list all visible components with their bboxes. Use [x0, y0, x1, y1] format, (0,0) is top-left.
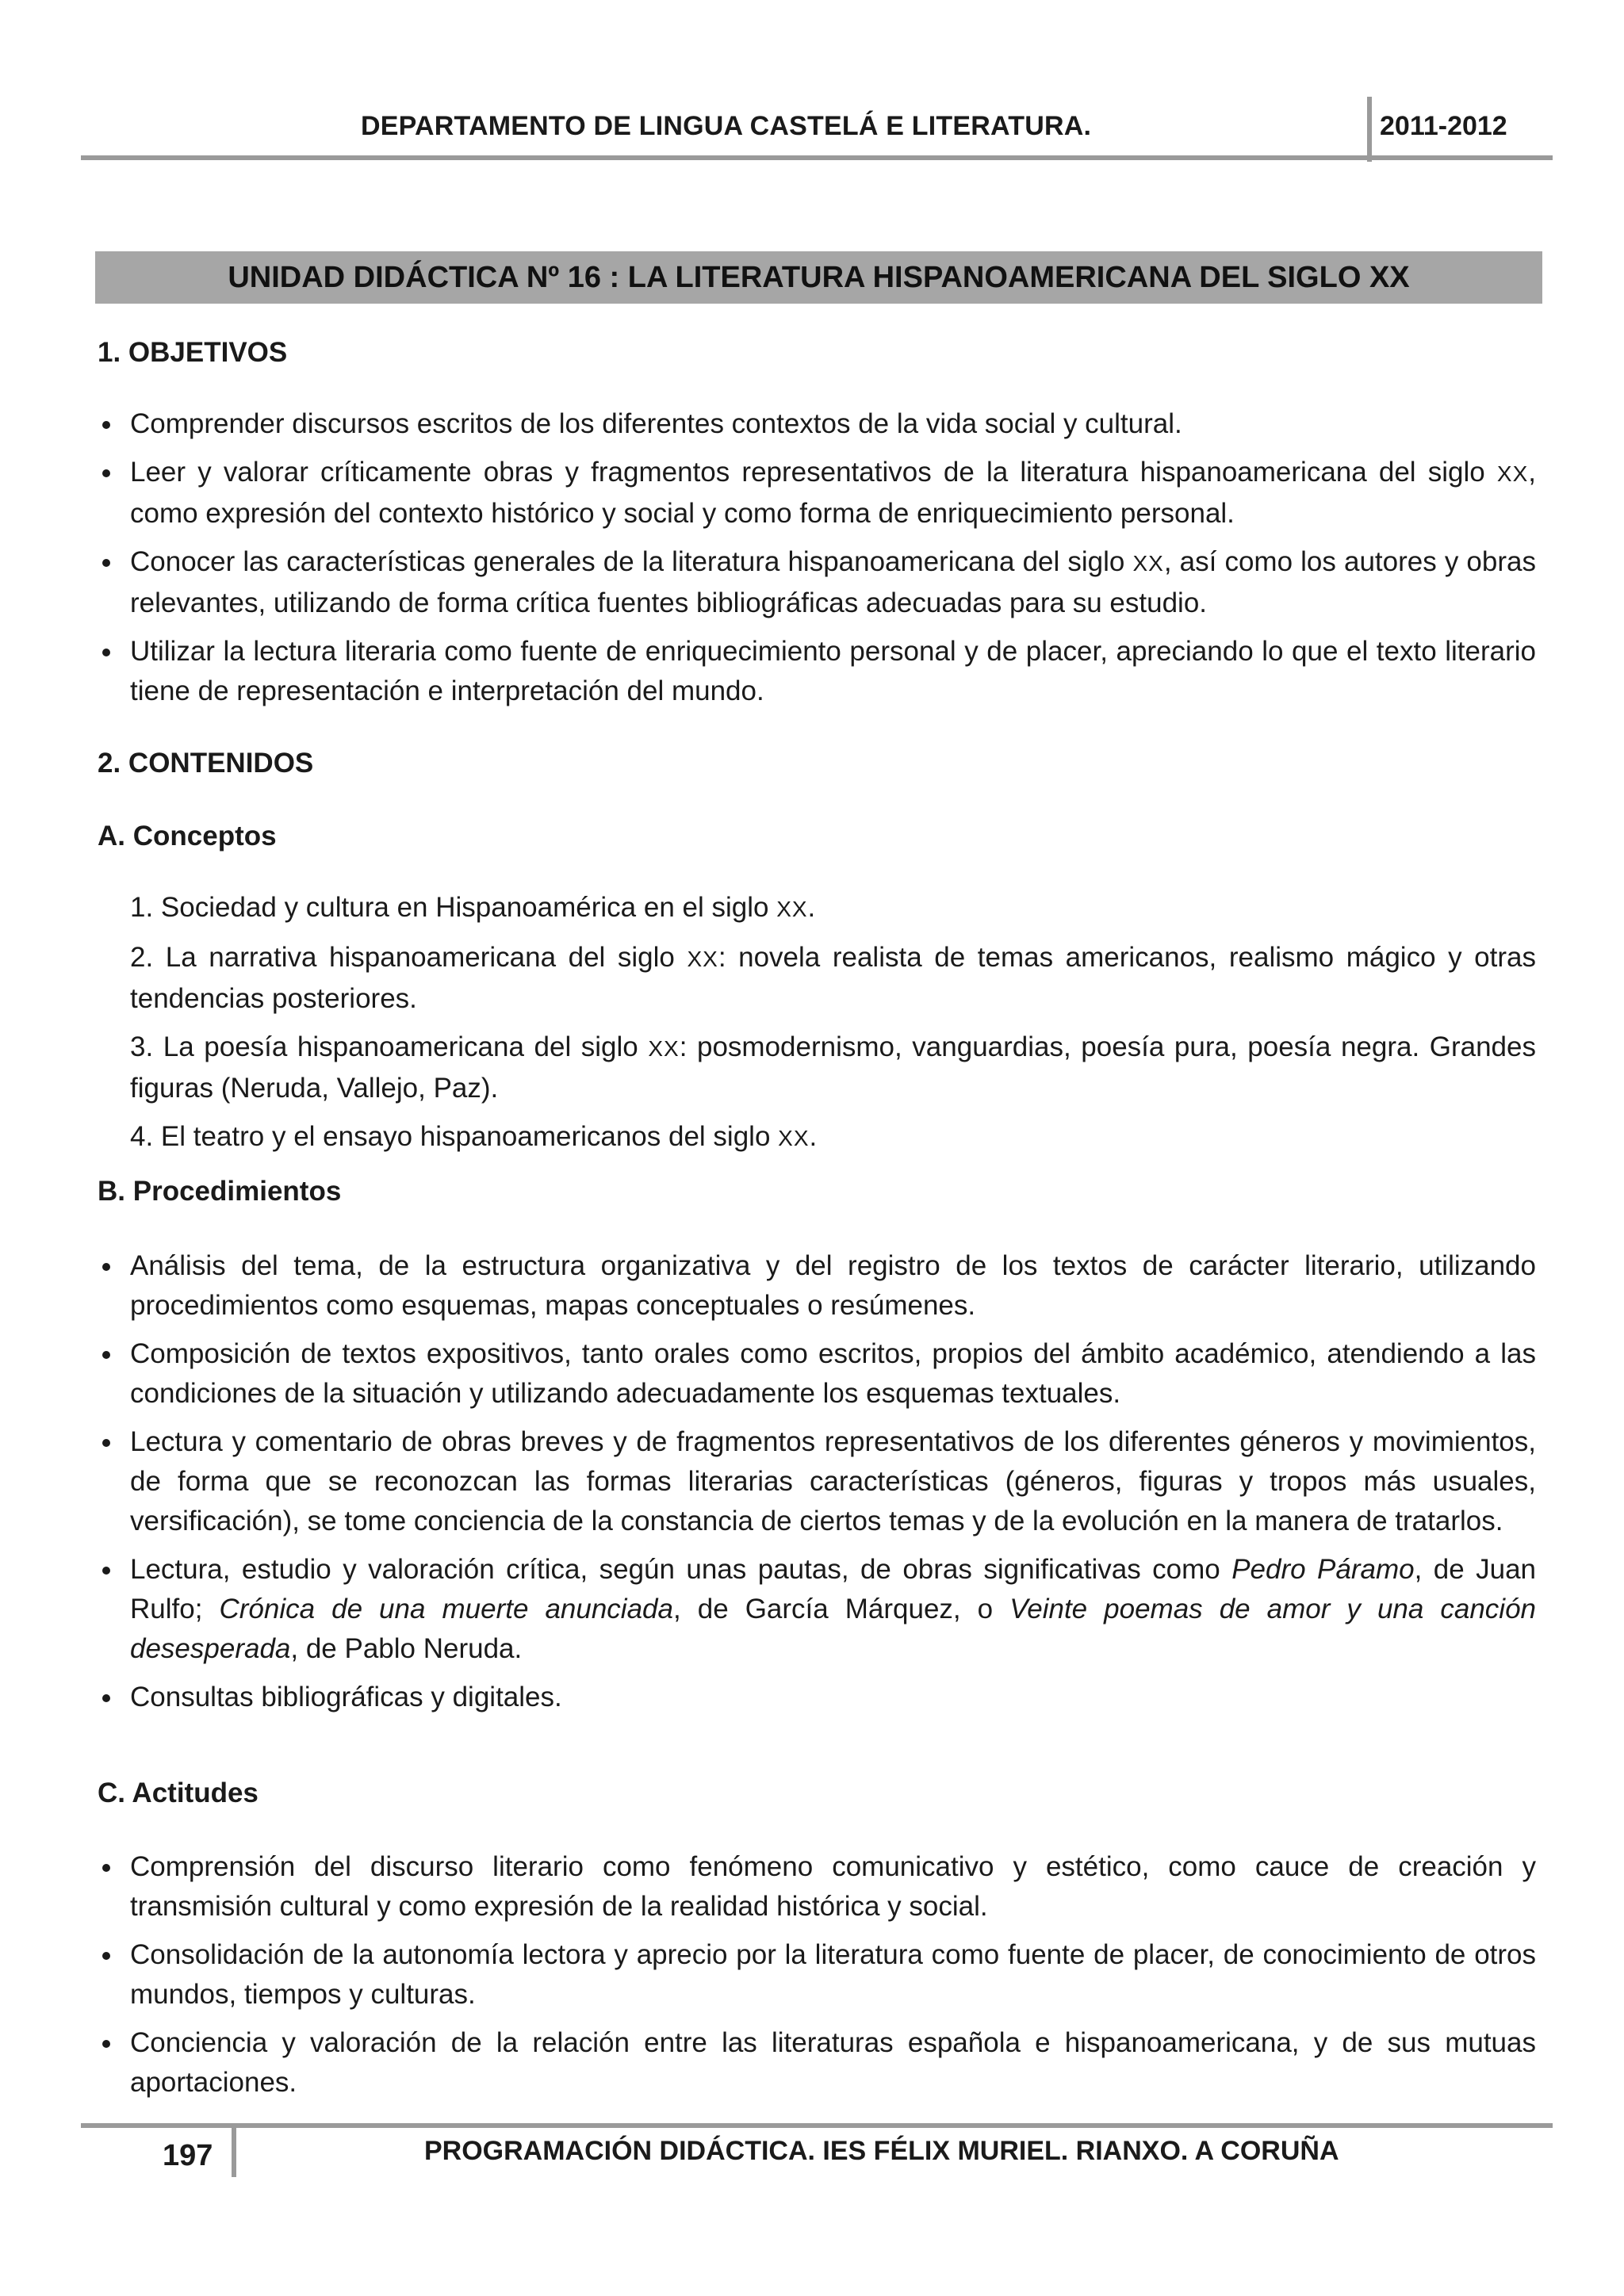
bullet-icon: [102, 1864, 110, 1872]
list-item: [98, 1334, 1536, 1414]
item-text: Comprensión del discurso literario como fenómeno comunicativo y estético, como cauce de creación y transmisión cultural y como expresión de la realidad histórica y social.: [130, 1851, 1536, 1922]
list-item: 4. El teatro y el ensayo hispanoamericanos del siglo XX.: [130, 1121, 818, 1152]
item-text: Consolidación de la autonomía lectora y aprecio por la literatura como fuente de placer, de conocimiento de otros mundos, tiempos y culturas.: [130, 1939, 1536, 2010]
bullet-icon: [102, 559, 110, 567]
bullet-icon: [102, 1567, 110, 1575]
actitudes-list: [98, 1847, 1536, 2111]
bullet-icon: [102, 2040, 110, 2048]
subsection-heading-procedimientos: B. Procedimientos: [98, 1176, 342, 1207]
list-item: [98, 2023, 1536, 2103]
list-item: 3. La poesía hispanoamericana del siglo XX: posmodernismo, vanguardias, poesía pura, poesía negra. Grandes figuras (Neruda, Vallejo, Paz).: [130, 1031, 1536, 1104]
list-item: [98, 1550, 1536, 1669]
bullet-icon: [102, 1694, 110, 1702]
item-text: Análisis del tema, de la estructura organizativa y del registro de los textos de carácter literario, utilizando procedimientos como esquemas, mapas conceptuales o resúmenes.: [130, 1250, 1536, 1321]
item-text: Conocer las características generales de la literatura hispanoamericana del siglo XX, así como los autores y obras relevantes, utilizando de forma crítica fuentes bibliográficas adecuadas para su estudio.: [130, 546, 1536, 618]
bullet-icon: [102, 421, 110, 429]
bullet-icon: [102, 1263, 110, 1271]
item-text: Composición de textos expositivos, tanto orales como escritos, propios del ámbito académico, atendiendo a las condiciones de la situación y utilizando adecuadamente los esquemas textuales.: [130, 1338, 1536, 1409]
item-text: Consultas bibliográficas y digitales.: [130, 1682, 562, 1712]
footer-rule: [81, 2123, 1553, 2128]
list-item: 2. La narrativa hispanoamericana del siglo XX: novela realista de temas americanos, realismo mágico y otras tendencias posteriores.: [130, 942, 1536, 1014]
header-year: 2011-2012: [1380, 111, 1507, 141]
list-item: [98, 1422, 1536, 1541]
list-item: [98, 632, 1536, 711]
list-item: [98, 1935, 1536, 2015]
header-separator: [1367, 97, 1372, 162]
item-text: Comprender discursos escritos de los diferentes contextos de la vida social y cultural.: [130, 408, 1182, 439]
bullet-icon: [102, 469, 110, 477]
item-text: Lectura y comentario de obras breves y de fragmentos representativos de los diferentes géneros y movimientos, de forma que se reconozcan las formas literarias características (géneros, figuras y tropos más usuales, versificación), se tome conciencia de la constancia de ciertos temas y de la evolución en la manera de tratarlos.: [130, 1426, 1536, 1536]
section-heading-objetivos: 1. OBJETIVOS: [98, 337, 288, 368]
section-heading-contenidos: 2. CONTENIDOS: [98, 748, 314, 779]
unit-title-banner: [95, 251, 1542, 304]
unit-title: UNIDAD DIDÁCTICA Nº 16 : LA LITERATURA HISPANOAMERICANA DEL SIGLO XX: [228, 260, 1410, 294]
item-text: Leer y valorar críticamente obras y fragmentos representativos de la literatura hispanoamericana del siglo XX, como expresión del contexto histórico y social y como forma de enriquecimiento personal.: [130, 457, 1536, 529]
list-item: [98, 1246, 1536, 1326]
bullet-icon: [102, 1952, 110, 1960]
list-item: [98, 404, 1536, 444]
bullet-icon: [102, 1351, 110, 1359]
bullet-icon: [102, 649, 110, 656]
header-department: DEPARTAMENTO DE LINGUA CASTELÁ E LITERATURA.: [361, 111, 1092, 141]
footer-title: PROGRAMACIÓN DIDÁCTICA. IES FÉLIX MURIEL. RIANXO. A CORUÑA: [424, 2136, 1339, 2166]
list-item: 1. Sociedad y cultura en Hispanoamérica en el siglo XX.: [130, 892, 816, 923]
subsection-heading-conceptos: A. Conceptos: [98, 821, 277, 851]
item-text: Conciencia y valoración de la relación entre las literaturas española e hispanoamericana, y de sus mutuas aportaciones.: [130, 2027, 1536, 2098]
list-item: [98, 1678, 1536, 1717]
item-text: Lectura, estudio y valoración crítica, según unas pautas, de obras significativas como Pedro Páramo, de Juan Rulfo; Crónica de una muerte anunciada, de García Márquez, o Veinte poemas de amor y una canción desesperada, de Pablo Neruda.: [130, 1554, 1537, 1664]
objetivos-list: [98, 404, 1536, 720]
header-rule: [81, 155, 1553, 160]
procedimientos-list: [98, 1246, 1536, 1726]
list-item: [98, 1847, 1536, 1927]
footer-separator: [232, 2128, 236, 2177]
bullet-icon: [102, 1439, 110, 1447]
page-number: 197: [163, 2139, 213, 2172]
list-item: [98, 453, 1536, 534]
item-text: Utilizar la lectura literaria como fuente de enriquecimiento personal y de placer, apreciando lo que el texto literario tiene de representación e interpretación del mundo.: [130, 636, 1536, 706]
subsection-heading-actitudes: C. Actitudes: [98, 1777, 259, 1808]
conceptos-list: [130, 888, 1536, 1167]
list-item: [98, 542, 1536, 623]
